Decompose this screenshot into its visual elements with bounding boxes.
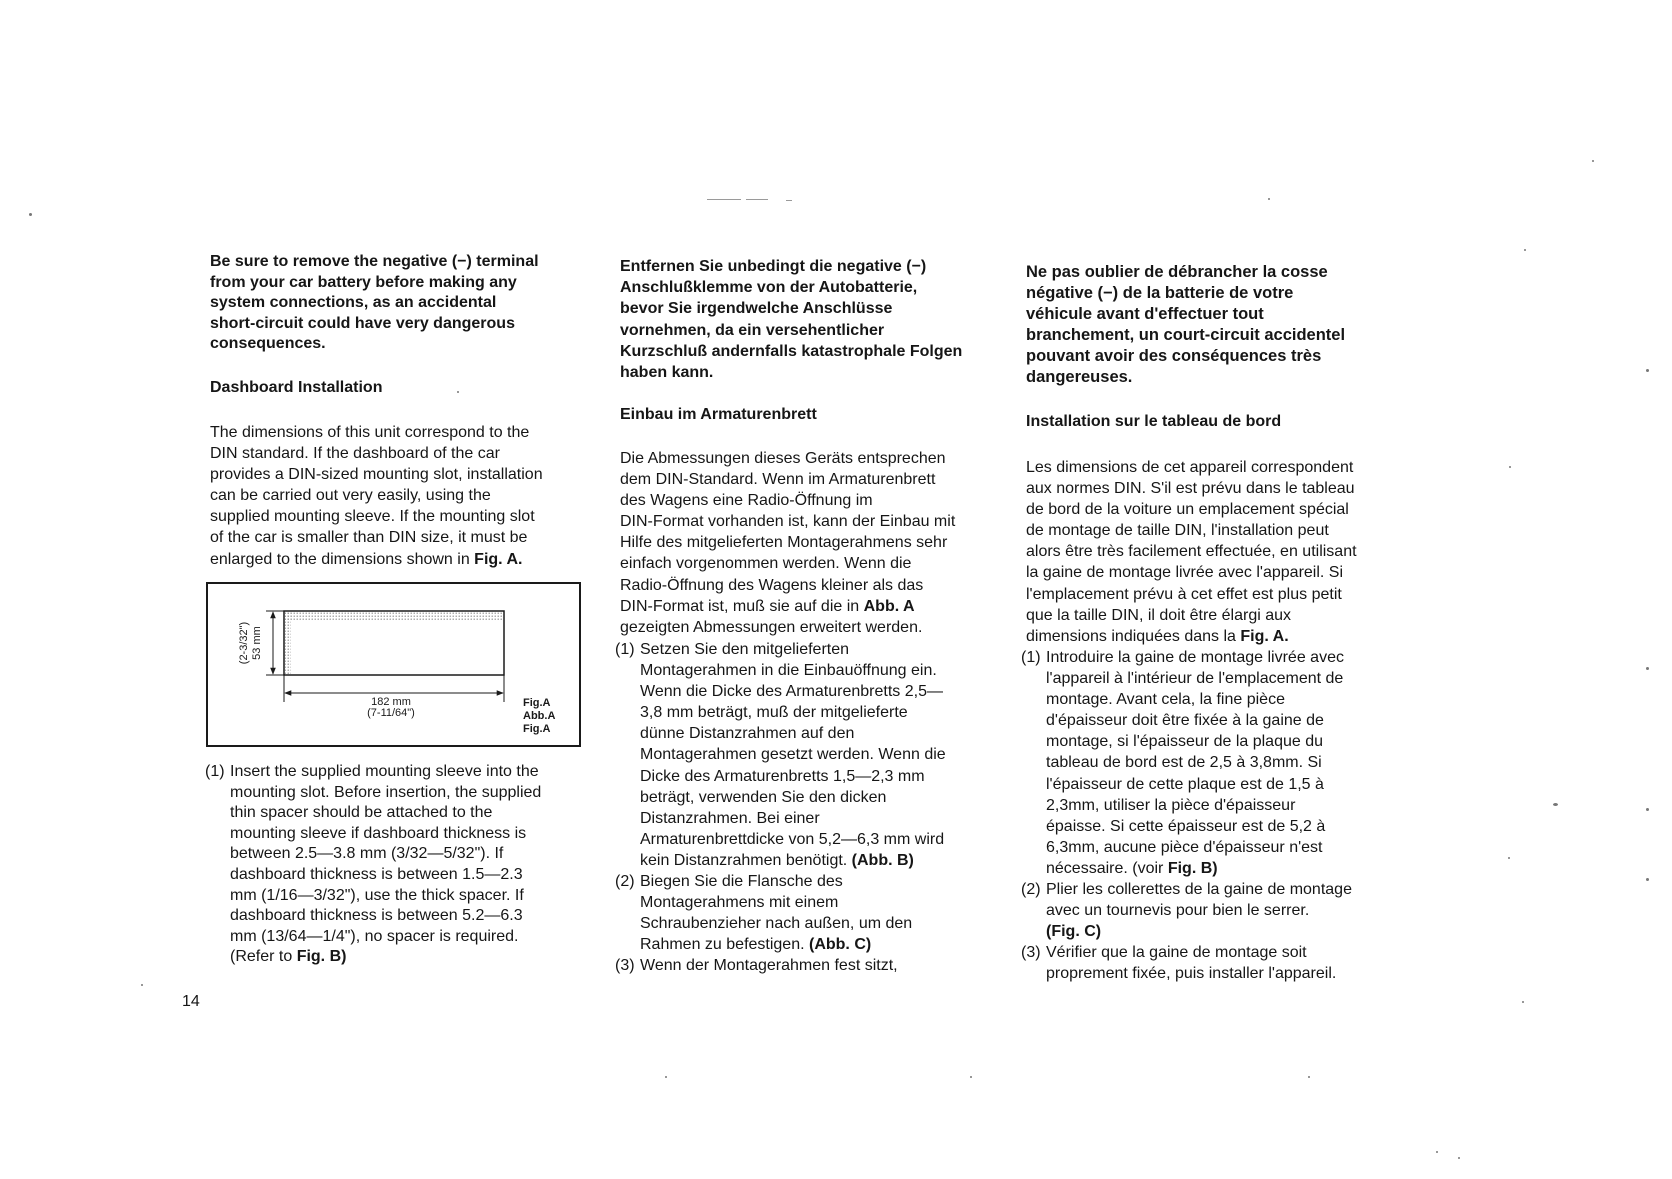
text-line: branchement, un court-circuit accidentel (1026, 326, 1346, 344)
width-label-inch: (7-11/64") (367, 707, 415, 719)
text-line (1046, 858, 1411, 879)
text-line: Hilfe des mitgelieferten Montagerahmens sehr (620, 534, 948, 552)
step-item (615, 955, 1005, 976)
step-number: (1) (205, 763, 225, 780)
text-line: Radio-Öffnung des Wagens kleiner als das (620, 576, 924, 594)
text-line: Die Abmessungen dieses Geräts entsprechen (620, 450, 946, 467)
step-number: (1) (1021, 649, 1041, 666)
scan-speck (1524, 249, 1526, 251)
scan-speck (1268, 198, 1270, 200)
text-line: montage, si l'épaisseur de la plaque du (1046, 733, 1324, 751)
text-line: Entfernen Sie unbedingt die negative (−) (620, 258, 927, 275)
text-line: aux normes DIN. S'il est prévu dans le tableau (1026, 480, 1355, 498)
text-line: Montagerahmen gesetzt werden. Wenn die (640, 746, 946, 764)
text-line: Schraubenzieher nach außen, um den (640, 915, 913, 933)
figure-reference: Fig. A. (474, 550, 523, 568)
step-item (205, 762, 595, 968)
intro-paragraph (620, 448, 1010, 638)
scan-smudge (707, 199, 741, 200)
text-line: bevor Sie irgendwelche Anschlüsse (620, 300, 893, 318)
figure-reference: (Abb. C) (809, 936, 872, 954)
text-line: mounting slot. Before insertion, the supplied (230, 783, 542, 801)
text-line: l'épaisseur de cette plaque est de 1,5 à (1046, 775, 1324, 793)
text-line: Montagerahmens mit einem (640, 894, 839, 912)
text-line: 6,3mm, aucune pièce d'épaisseur n'est (1046, 838, 1323, 856)
text-line (210, 549, 600, 570)
text-line: DIN standard. If the dashboard of the car (210, 445, 500, 463)
text-line: provides a DIN-sized mounting slot, installation (210, 466, 543, 484)
text-line: vornehmen, da ein versehentlicher (620, 321, 885, 339)
text-line: einfach vorgenommen werden. Wenn die (620, 555, 912, 573)
scan-speck (1509, 466, 1511, 468)
line-text: kein Distanzrahmen benötigt. (640, 851, 852, 869)
text-line: Les dimensions de cet appareil correspondent (1026, 459, 1354, 476)
text-line: thin spacer should be attached to the (230, 804, 493, 822)
figure-caption: Fig.A (523, 697, 551, 709)
text-line: l'appareil à l'intérieur de l'emplacement de (1046, 670, 1344, 688)
text-line: proprement fixée, puis installer l'appareil. (1046, 965, 1337, 983)
text-line: Biegen Sie die Flansche des (640, 873, 843, 891)
scan-speck (1553, 803, 1558, 806)
step-item (1021, 879, 1411, 942)
text-line: gezeigten Abmessungen erweitert werden. (620, 618, 923, 636)
intro-paragraph (210, 422, 600, 570)
height-label-mm: 53 mm (251, 626, 263, 660)
scan-speck (1646, 369, 1649, 372)
text-line (620, 596, 1010, 617)
scan-speck (141, 984, 143, 986)
step-item (1021, 647, 1411, 879)
figure-reference: Fig. A. (1240, 627, 1289, 645)
scan-speck (1592, 160, 1594, 162)
section-heading: Dashboard Installation (210, 379, 383, 396)
text-line: alors être très facilement effectuée, en utilisant (1026, 543, 1357, 561)
text-line: la gaine de montage livrée avec l'appareil. Si (1026, 564, 1344, 582)
text-line: 2,3mm, utiliser la pièce d'épaisseur (1046, 796, 1296, 814)
text-line: d'épaisseur doit être fixée à la gaine de (1046, 712, 1324, 730)
text-line: dashboard thickness is between 1.5—2.3 (230, 865, 523, 883)
scan-speck (1646, 878, 1649, 881)
step-number: (2) (615, 873, 635, 891)
text-line: épaisse. Si cette épaisseur est de 5,2 à (1046, 817, 1326, 835)
text-line: Introduire la gaine de montage livrée avec (1046, 649, 1344, 666)
scan-speck (1646, 808, 1649, 811)
battery-warning (1026, 262, 1416, 388)
text-line (1046, 921, 1411, 942)
text-line: can be carried out very easily, using the (210, 487, 491, 505)
text-line: Kurzschluß andernfalls katastrophale Folgen (620, 342, 963, 360)
text-line: DIN-Format vorhanden ist, kann der Einbau mit (620, 513, 956, 531)
text-line: véhicule avant d'effectuer tout (1026, 305, 1264, 323)
text-line: de bord de la voiture un emplacement spécial (1026, 501, 1349, 519)
text-line: dangereuses. (1026, 368, 1133, 386)
line-text: nécessaire. (voir (1046, 859, 1168, 877)
text-line: between 2.5—3.8 mm (3/32—5/32"). If (230, 845, 504, 863)
line-text: dimensions indiquées dans la (1026, 627, 1241, 645)
text-line: mm (1/16—3/32"), use the thick spacer. If (230, 886, 524, 904)
text-line: mounting sleeve if dashboard thickness is (230, 824, 527, 842)
step-item (615, 871, 1005, 955)
scan-speck (1458, 1157, 1460, 1159)
figure-reference: Abb. A (863, 597, 915, 615)
text-line: beträgt, verwenden Sie den dicken (640, 788, 887, 806)
figure-caption: Abb.A (523, 710, 556, 722)
text-line: Setzen Sie den mitgelieferten (640, 641, 850, 658)
text-line: Plier les collerettes de la gaine de montage (1046, 881, 1352, 899)
text-line: Montagerahmen in die Einbauöffnung ein. (640, 662, 937, 680)
text-line: pouvant avoir des conséquences très (1026, 347, 1322, 365)
step-number: (3) (615, 957, 635, 975)
figure-reference: Fig. B) (1167, 859, 1218, 877)
text-line: Distanzrahmen. Bei einer (640, 809, 820, 827)
text-line: montage. Avant cela, la fine pièce (1046, 691, 1285, 709)
scan-smudge (746, 199, 768, 200)
line-text: enlarged to the dimensions shown in (210, 550, 475, 568)
text-line: dem DIN-Standard. Wenn im Armaturenbrett (620, 471, 936, 489)
text-line: Insert the supplied mounting sleeve into the (230, 763, 539, 780)
section-heading: Installation sur le tableau de bord (1026, 413, 1282, 430)
text-line: des Wagens eine Radio-Öffnung im (620, 492, 873, 510)
text-line: l'emplacement prévu à cet effet est plus petit (1026, 585, 1342, 603)
text-line: Armaturenbrettdicke von 5,2—6,3 mm wird (640, 830, 945, 848)
figure-a-dimensions (206, 582, 581, 747)
text-line: system connections, as an accidental (210, 294, 497, 312)
figure-caption: Fig.A (523, 723, 551, 735)
installation-steps (1021, 647, 1411, 985)
text-line (230, 947, 595, 968)
text-line: consequences. (210, 335, 326, 353)
height-label-inch: (2-3/32") (238, 621, 250, 665)
text-line: Anschlußklemme von der Autobatterie, (620, 279, 918, 297)
scan-speck (1436, 1151, 1438, 1153)
step-number: (1) (615, 641, 635, 658)
scan-speck (1646, 667, 1649, 670)
step-number: (3) (1021, 944, 1041, 962)
text-line: de montage de taille DIN, l'installation peut (1026, 522, 1329, 540)
scan-speck (1508, 857, 1510, 859)
mounting-slot-outline (284, 611, 504, 675)
figure-reference: Fig. B) (296, 948, 347, 966)
section-heading: Einbau im Armaturenbrett (620, 406, 817, 423)
scan-speck (1308, 1076, 1310, 1078)
text-line: négative (−) de la batterie de votre (1026, 284, 1294, 302)
text-line: que la taille DIN, il doit être élargi aux (1026, 606, 1292, 624)
installation-steps (615, 639, 1005, 977)
text-line: Dicke des Armaturenbretts 1,5—2,3 mm (640, 767, 925, 785)
text-line: supplied mounting sleeve. If the mounting slot (210, 508, 535, 526)
text-line (640, 850, 1005, 871)
step-item (1021, 942, 1411, 984)
line-text: Rahmen zu befestigen. (640, 936, 809, 954)
text-line (1026, 626, 1416, 647)
scan-speck (665, 1076, 667, 1078)
text-line: of the car is smaller than DIN size, it must be (210, 529, 528, 547)
scan-smudge (786, 200, 792, 201)
step-number: (2) (1021, 881, 1041, 899)
text-line: Wenn die Dicke des Armaturenbretts 2,5— (640, 683, 943, 701)
battery-warning (210, 252, 600, 355)
line-text: (Refer to (230, 948, 297, 966)
figure-reference: (Abb. B) (851, 851, 914, 869)
text-line: tableau de bord est de 2,5 à 3,8mm. Si (1046, 754, 1322, 772)
text-line: dünne Distanzrahmen auf den (640, 725, 855, 743)
text-line: 3,8 mm beträgt, muß der mitgelieferte (640, 704, 908, 722)
scan-speck (29, 213, 32, 216)
text-line: short-circuit could have very dangerous (210, 314, 515, 332)
step-item (615, 639, 1005, 871)
mounting-slot-shading (285, 612, 503, 620)
text-line: Be sure to remove the negative (−) terminal (210, 253, 539, 270)
text-line: Ne pas oublier de débrancher la cosse (1026, 263, 1328, 281)
text-line: avec un tournevis pour bien le serrer. (1046, 902, 1310, 920)
scan-speck (1522, 1001, 1524, 1003)
line-text: DIN-Format ist, muß sie auf die in (620, 597, 864, 615)
page-number: 14 (182, 993, 200, 1010)
battery-warning (620, 256, 1010, 383)
text-line: Vérifier que la gaine de montage soit (1046, 944, 1307, 962)
intro-paragraph (1026, 457, 1416, 647)
text-line: from your car battery before making any (210, 273, 517, 291)
installation-steps (205, 762, 595, 968)
text-line: mm (13/64—1/4"), no spacer is required. (230, 927, 519, 945)
scan-speck (970, 1076, 972, 1078)
text-line: dashboard thickness is between 5.2—6.3 (230, 907, 523, 925)
text-line (640, 934, 1005, 955)
mounting-slot-shading (285, 612, 291, 674)
text-line: The dimensions of this unit correspond to the (210, 424, 530, 441)
text-line: Wenn der Montagerahmen fest sitzt, (640, 957, 898, 975)
figure-reference: (Fig. C) (1046, 923, 1102, 941)
width-label-mm: 182 mm (371, 696, 411, 708)
text-line: haben kann. (620, 364, 714, 382)
